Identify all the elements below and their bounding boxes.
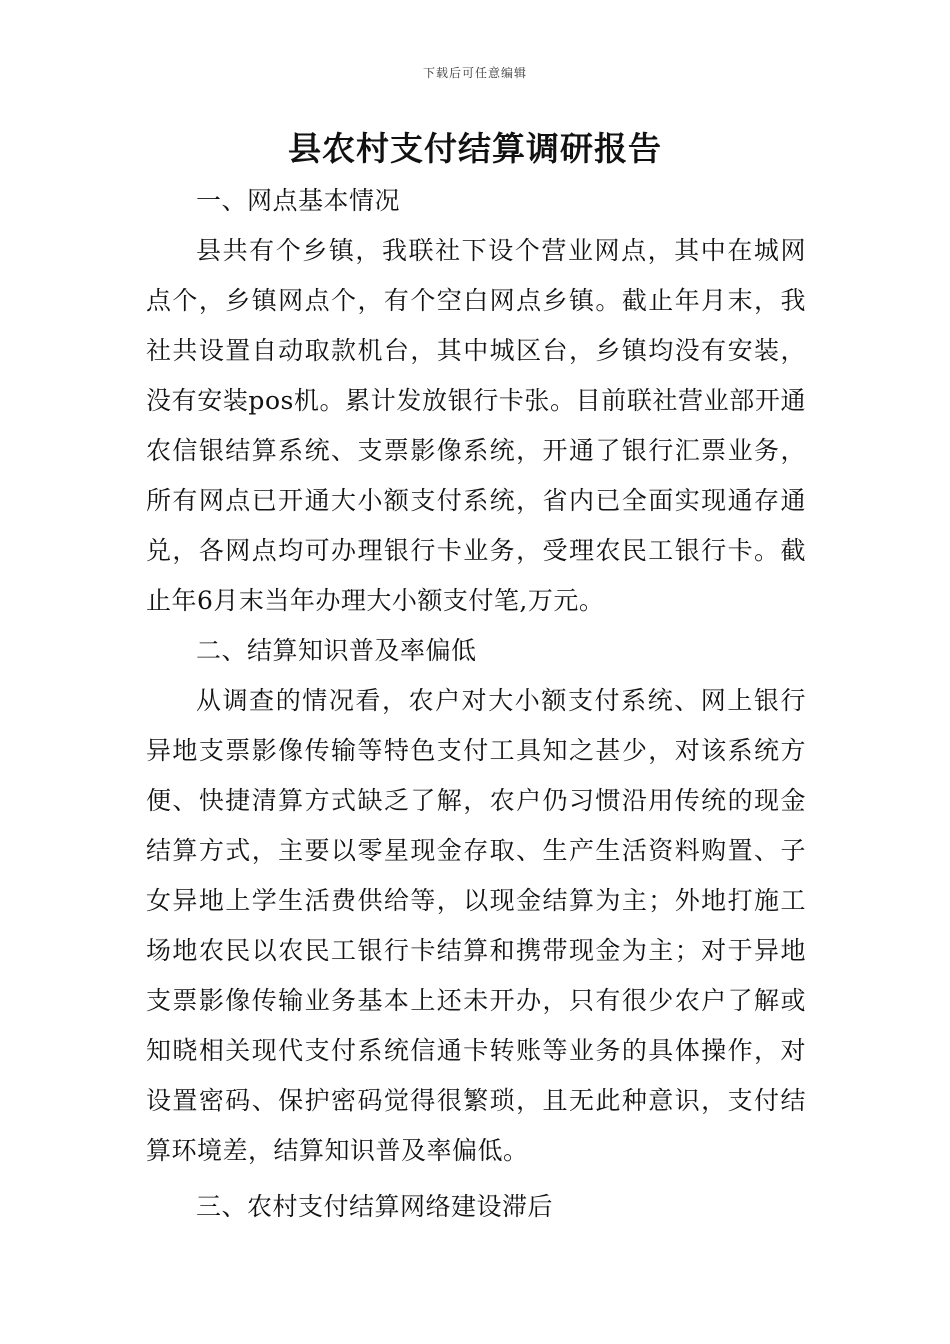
section-heading-3: 三、农村支付结算网络建设滞后 [196, 1192, 554, 1221]
section-paragraph-2: 从调查的情况看，农户对大小额支付系统、网上银行异地支票影像传输等特色支付工具知之甚少，对该系统方便、快捷清算方式缺乏了解，农户仍习惯沿用传统的现金结算方式，主要以零星现金存取、生产生活资料购置、子女异地上学生活费供给等，以现金结算为主；外地打施工场地农民以农民工银行卡结算和携带现金为主；对于异地支票影像传输业务基本上还未开办，只有很少农户了解或知晓相关现代支付系统信通卡转账等业务的具体操作，对设置密码、保护密码觉得很繁琐，且无此种意识，支付结算环境差，结算知识普及率偏低。 [146, 686, 806, 1165]
document-body [146, 176, 806, 1232]
header-note: 下载后可任意编辑 [422, 66, 527, 80]
section-heading-1: 一、网点基本情况 [196, 186, 401, 215]
section-heading-2: 二、结算知识普及率偏低 [196, 636, 477, 665]
document-title: 县农村支付结算调研报告 [288, 129, 662, 168]
section-paragraph-1: 县共有个乡镇，我联社下设个营业网点，其中在城网点个，乡镇网点个，有个空白网点乡镇。截止年月末，我社共设置自动取款机台，其中城区台，乡镇均没有安装，没有安装pos机。累计发放银行卡张。目前联社营业部开通农信银结算系统、支票影像系统，开通了银行汇票业务，所有网点已开通大小额支付系统，省内已全面实现通存通兑，各网点均可办理银行卡业务，受理农民工银行卡。截止年6月末当年办理大小额支付笔,万元。 [146, 236, 806, 615]
